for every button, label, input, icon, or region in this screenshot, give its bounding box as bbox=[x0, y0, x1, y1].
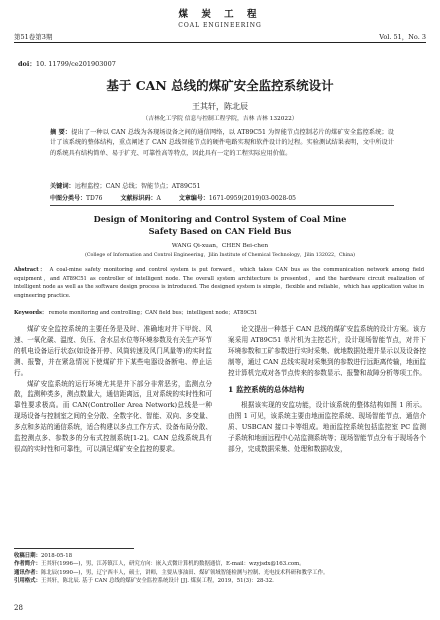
volume-issue-en: Vol. 51，No. 3 bbox=[379, 33, 426, 41]
keywords-cn-text: 远程监控；CAN 总线；智能节点；AT89C51 bbox=[74, 183, 201, 190]
article-title-cn: 基于 CAN 总线的煤矿安全监控系统设计 bbox=[106, 78, 334, 93]
journal-title-en: COAL ENGINEERING bbox=[178, 22, 262, 29]
page-number: 28 bbox=[14, 604, 23, 612]
footnote-received: 收稿日期： 2018-05-18 bbox=[14, 553, 73, 559]
abstract-en-label: Abstract： bbox=[14, 267, 47, 273]
keywords-en bbox=[14, 309, 424, 316]
abstract-cn-label: 摘 要： bbox=[50, 129, 72, 136]
article-title-en-line-2: Safety Based on CAN Field Bus bbox=[148, 226, 292, 236]
authors-en: WANG Qi-xuan，CHEN Bei-chen bbox=[171, 243, 269, 249]
body-paragraph: 根据该实现的安监功能，设计该系统的整体结构如图 1 所示。由图 1 可见，该系统主要由地面监控系统、现场智能节点、通信介质、USBCAN 接口卡等组成。地面监控系统包括监控室 PC 监测子系统和地面远程中心站监测系统等；现场智能节点分布于现场各个部分，完成数据采集、处理和数据收发， bbox=[228, 401, 426, 454]
header-rule bbox=[14, 42, 426, 43]
clc-number: 中图分类号：TD76 bbox=[50, 195, 103, 202]
classification-line bbox=[50, 193, 394, 202]
keywords-cn bbox=[50, 181, 394, 190]
abstract-en bbox=[14, 266, 424, 300]
document-code: 文献标识码：A bbox=[120, 195, 161, 202]
abstract-cn bbox=[50, 128, 394, 159]
doi-line bbox=[18, 59, 116, 68]
volume-issue-cn: 第51卷第3期 bbox=[14, 33, 53, 41]
doi-label: doi： bbox=[18, 60, 36, 68]
journal-title-cn: 煤 炭 工 程 bbox=[178, 9, 262, 20]
body-paragraph: 论文提出一种基于 CAN 总线的煤矿安监系统的设计方案。该方案采用 AT89C51 单片机为主控芯片，设计现场智能节点，对井下环境参数和工矿参数进行实时采集、就地数据处理并显示以及设备控制等，通过 CAN 总线实现对采集到的参数进行远距离传输，地面监控计算机完成对各节点传来的参数显示、报警和故障分析等项工作。 bbox=[228, 325, 426, 377]
article-title-en-line-1: Design of Monitoring and Control System of Coal Mine bbox=[93, 214, 347, 224]
keywords-en-text: remote monitoring and controlling；CAN field bus；intelligent node；AT89C51 bbox=[48, 310, 258, 316]
article-title-en bbox=[0, 213, 440, 237]
abstract-cn-text: 提出了一种以 CAN 总线为各现场设备之间的通信网络，以 AT89C51 为智能节点控制芯片的煤矿安全监控系统；设计了该系统的整体结构，重点阐述了 CAN 总线智能节点的硬件电路实现和软件设计的过程。实验测试结果表明，文中所设计的系统具有结构简单、易于扩充、可靠性高等特点，因此具有一定的工程实际应用价值。 bbox=[50, 129, 394, 157]
keywords-en-label: Keywords： bbox=[14, 310, 48, 316]
body-column-right bbox=[228, 324, 426, 455]
abstract-rule bbox=[50, 205, 394, 206]
footnote-corresponding-author: 通讯作者： 陈北辰(1990—)，男，辽宁西丰人，硕士，讲师，主要从事油田、煤矿领域智能检测与控制、光电技术科研和教学工作。 bbox=[14, 569, 329, 576]
keywords-cn-label: 关键词： bbox=[50, 183, 75, 190]
footnote-citation: 引用格式： 王其轩，陈北辰. 基于 CAN 总线的煤矿安全监控系统设计 [J]. 煤炭工程，2019，51(3)：28-32. bbox=[14, 578, 274, 585]
body-column-left bbox=[14, 324, 212, 455]
abstract-en-text: A coal-mine safety monitoring and control system is put forward，which takes CAN bus as the communication network among field equipment，and AT89C51 as controller of intelligent node. The overall system architecture is presented，and the hardware circuit realization of intelligent node as well as the software design process is introduced. The designed system is simple，flexible and reliable，which has application value in engineering practice. bbox=[14, 267, 425, 299]
journal-header bbox=[14, 4, 426, 48]
footnote-rule bbox=[14, 548, 134, 549]
footnote-author-bio: 作者简介： 王其轩(1996—)，男，江苏镇江人，研究方向：嵌入式微计算机的数据通信，E-mail：wzyjsdx@163.com。 bbox=[14, 561, 305, 568]
authors-cn: 王其轩，陈北辰 bbox=[192, 102, 248, 111]
body-paragraph: 煤矿安全监控系统的主要任务是及时、准确地对井下甲烷、风速、一氧化碳、温度、负压、含水层水位等环境参数及有关生产环节的机电设备运行状态(如设备开停、风筒转速及风门风量等)的实时监测、报警，并在紧急情况下使煤矿井下某些电器设备断电、停止运行。 bbox=[14, 325, 212, 377]
body-paragraph: 煤矿安监系统的运行环境尤其是井下部分非常恶劣，监测点分散，监测种类多，测点数量大，通信距离远，且对系统的实时性和可靠性要求极高。而 CAN(Controller Area Network)总线是一种现场设备与控制室之间的全分散、全数字化、智能、双向、多变量、多点和多站的通信系统，适合构建以多点工作方式、设备布局分散、监控测点多、参数多的分布式控制系统[1-2]。CAN 总线系统具有很高的实时性和可靠性，可以满足煤矿安全监控的要求。 bbox=[14, 379, 212, 453]
doi-value[interactable]: 10. 11799/ce201903007 bbox=[35, 60, 116, 68]
affiliation-en: (College of Information and Control Engineering，Jilin Institute of Chemical Technology，Jilin 132022，China) bbox=[85, 253, 355, 258]
section-heading: 1 监控系统的总体结构 bbox=[228, 384, 305, 394]
affiliation-cn: （吉林化工学院 信息与控制工程学院，吉林 吉林 132022） bbox=[142, 116, 298, 122]
footnotes bbox=[14, 552, 424, 586]
article-number: 文章编号：1671-0959(2019)03-0028-05 bbox=[178, 195, 296, 202]
